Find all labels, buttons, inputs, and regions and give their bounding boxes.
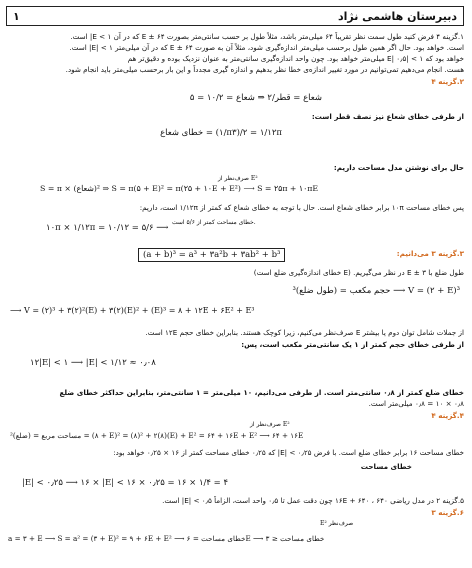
q3-answer-label: ۳.گزینه ۳ می‌دانیم: xyxy=(396,249,464,258)
q3-text1: از جملات شامل توان دوم یا بیشتر E صرف‌نظر می‌کنیم، زیرا کوچک هستند. بنابراین خطای حجم ۱۲E است. xyxy=(145,328,464,337)
q4-area-error-label: خطای مساحت xyxy=(360,462,412,471)
q2-text1: از طرفی خطای شعاع نیز نصف قطر است: xyxy=(311,112,464,121)
q2-radius-equation: شعاع = قطر/۲ ⇒ شعاع = ۱۰/۲ = ۵ xyxy=(189,93,322,103)
q3-volume-equation: حجم مکعب = (طول ضلع)³ ⟶ V = (۲ + E)³ xyxy=(292,286,460,296)
q3-text2: از طرفی خطای حجم کمتر از ۱ یک سانتی‌متر مکعب است، پس: xyxy=(241,340,464,349)
q4-error-bound-equation: |E| < ۰٫۲۵ ⟶ ۱۶ × |E| < ۱۶ × ۰٫۲۵ = ۱۶ × ۱/۴ = ۴ xyxy=(22,478,229,488)
q3-volume-expansion: ⟶ V = (۲)³ + ۳(۲)²(E) + ۳(۲)(E)² + (E)³ = ۸ + ۱۲E + ۶E² + E³ xyxy=(10,306,255,315)
q5-answer-line: ۵.گزینه ۲ در مدل ریاضی ۱۶E + ۶۴۰ ، ۶۴۰ چون دقت عمل تا ۰٫۵ واحد است، الزاماً ۰٫۵ > |E| است. xyxy=(162,496,464,505)
q2-eq3-note: صرف‌نظر از E² xyxy=(218,175,258,182)
q6-eq-note: E² صرف‌نظر xyxy=(320,520,354,527)
q2-area-error-equation: ۱۰π × ۱/۱۲π = ۱۰/۱۲ = ۵/۶ ⟶ xyxy=(46,223,169,233)
q3-text4: ۰٫۸ × ۱۰ = ۰٫۸ میلی‌متر است. xyxy=(368,399,464,408)
school-title: دبیرستان هاشمی نژاد xyxy=(337,9,457,23)
q3-text-side: طول ضلع با ۳ ± E در نظر می‌گیریم. (E خطای اندازه‌گیری ضلع است) xyxy=(253,268,464,277)
q2-answer-label: ۲.گزینه ۴ xyxy=(431,77,464,86)
q2-text2: حال برای نوشتن مدل مساحت داریم: xyxy=(333,163,464,172)
q2-radius-error-equation: خطای شعاع = (۱/π۳)/۲ = ۱/۱۲π xyxy=(160,128,282,138)
q1-line3: خواهد بود که ۱ > |E| ۰٫۵ میلی‌متر خواهد بود. چون واحد اندازه‌گیری سانتی‌متر به عنوان نزدیک بوده و دقیق‌تر هم xyxy=(127,54,464,63)
q3-text3: خطای ضلع کمتر از ۰٫۸ سانتی‌متر است. از طرفی می‌دانیم، ۱۰ میلی‌متر = ۱ سانتی‌متر، بنابراین حداکثر خطای ضلع xyxy=(59,388,464,397)
page-number: ۱ xyxy=(13,9,20,23)
q4-text1: خطای مساحت ۱۶ برابر خطای ضلع است. با فرض ۰٫۲۵ > |E| که ۰٫۲۵ خطای مساحت کمتر از ۱۶ × ۰٫۲۵ خواهد بود: xyxy=(113,448,464,457)
q6-area-error-equation: a = ۳ + E ⟶ S = a² = (۳ + E)² = ۹ + ۶E + E² ⟶ خطای مساحت = ۶E ⟶ خطای مساحت ≤ ۳ xyxy=(8,534,325,543)
q6-answer-label: ۶.گزینه ۳ xyxy=(431,508,464,517)
q3-side-error-equation: ۱۲|E| < ۱ ⟶ |E| < ۱/۱۲ ≈ ۰٫۰۸ xyxy=(30,358,156,368)
q4-eq-note: صرف‌نظر از E² xyxy=(250,421,290,428)
q1-line1: ۱.گزینه ۴ فرض کنید طول سمت نظر تقریباً ۶۴ میلی‌متر باشد، مثلاً طول بر حسب سانتی‌متر بصورت E ± ۶۴ که در آن ۱ > E| است. xyxy=(70,32,464,41)
q1-line4: هست. انجام می‌دهیم تمی‌توانیم در مورد تغییر اندازه‌ی خطا نظر بدهیم و اندازه گیری مجدداً و این بار برحسب میلی‌متر باید انجام شود. xyxy=(65,65,464,74)
q4-square-area-equation: مساحت مربع = (ضلع)² = (۸ + E)² = (۸)² + ۲(۸)(E) + E² = ۶۴ + ۱۶E + E² ⟶ ۶۴ + ۱۶E xyxy=(10,431,304,440)
q4-answer-label: ۴.گزینه ۴ xyxy=(431,411,464,420)
q1-line2: است. خواهد بود. حال اگر همین طول برحسب میلی‌متر اندازه‌گیری شود، مثلاً آن به صورت E ± ۶۴ که در آن میلی‌متر ۱ > |E| است. xyxy=(69,43,464,52)
q2-text3: پس خطای مساحت ۱۰π برابر خطای شعاع است. حال با توجه به خطای شعاع که کمتر از ۱/۱۲π است، داریم: xyxy=(139,203,464,212)
q2-area-equation: S = π × (شعاع)² ⇒ S = π(۵ + E)² = π(۲۵ + ۱۰E + E²) ⟶ S = ۲۵π + ۱۰πE xyxy=(40,184,319,193)
cube-identity-box: (a + b)³ = a³ + ۳a²b + ۳ab² + b³ xyxy=(138,248,285,262)
header-box xyxy=(6,6,464,26)
q2-area-error-note: خطای مساحت کمتر از ۵/۶ است. xyxy=(172,219,256,226)
